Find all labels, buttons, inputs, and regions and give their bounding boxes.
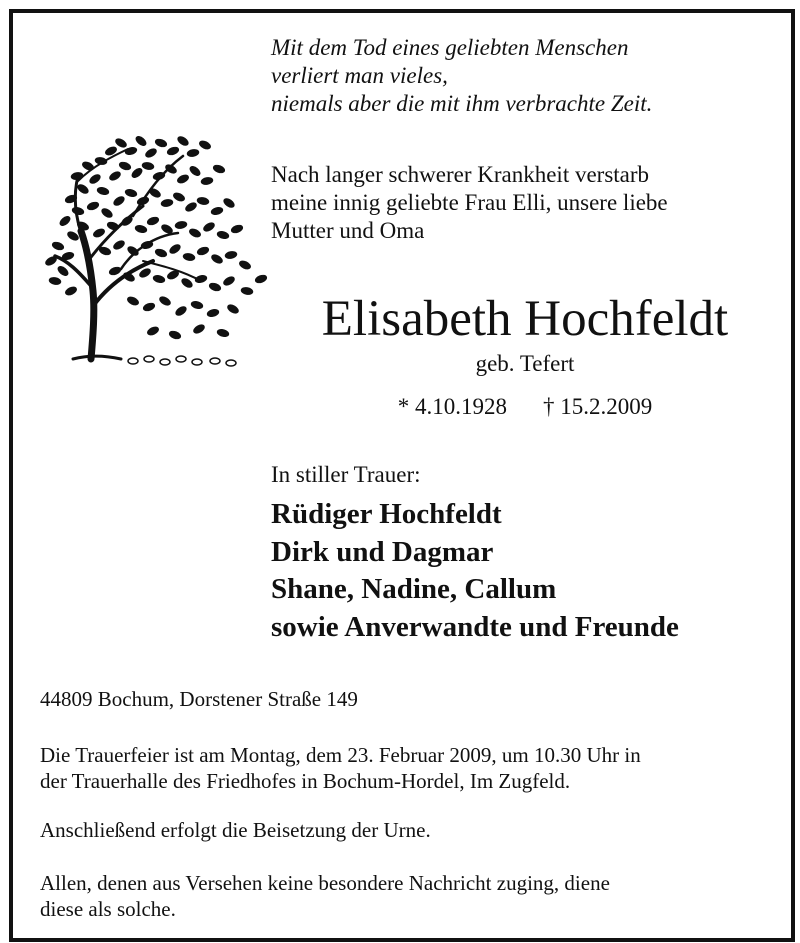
paragraph-line: diese als solche. xyxy=(40,897,176,921)
mourner-name: Rüdiger Hochfeldt xyxy=(271,498,502,530)
tree-with-falling-leaves-icon xyxy=(33,121,278,371)
paragraph-line: der Trauerhalle des Friedhofes in Bochum-Hordel, Im Zugfeld. xyxy=(40,769,571,793)
birth-date: * 4.10.1928 xyxy=(397,394,507,419)
maiden-name: geb. Tefert xyxy=(475,351,575,376)
paragraph-line: Die Trauerfeier ist am Montag, dem 23. Februar 2009, um 10.30 Uhr in xyxy=(40,743,641,767)
announcement-line: meine innig geliebte Frau Elli, unsere liebe xyxy=(271,190,668,215)
death-date: † 15.2.2009 xyxy=(543,394,653,419)
obituary-content xyxy=(13,13,791,938)
paragraph-line: Allen, denen aus Versehen keine besondere Nachricht zuging, diene xyxy=(40,871,610,895)
mourners-label: In stiller Trauer: xyxy=(271,462,421,487)
memorial-quote xyxy=(271,34,771,118)
burial-paragraph xyxy=(40,817,780,843)
mourner-name: Shane, Nadine, Callum xyxy=(271,573,557,605)
quote-line: niemals aber die mit ihm verbrachte Zeit. xyxy=(271,91,653,116)
announcement-line: Mutter und Oma xyxy=(271,218,425,243)
announcement-line: Nach langer schwerer Krankheit verstarb xyxy=(271,162,650,187)
quote-line: verliert man vieles, xyxy=(271,63,448,88)
quote-line: Mit dem Tod eines geliebten Menschen xyxy=(271,35,629,60)
death-announcement xyxy=(271,161,781,245)
funeral-service-paragraph xyxy=(40,742,780,794)
deceased-name: Elisabeth Hochfeldt xyxy=(321,291,729,347)
mourner-name: sowie Anverwandte und Freunde xyxy=(271,610,679,643)
family-address: 44809 Bochum, Dorstener Straße 149 xyxy=(40,687,358,711)
life-dates xyxy=(265,393,785,421)
paragraph-line: Anschließend erfolgt die Beisetzung der Urne. xyxy=(40,818,431,842)
mourners-list xyxy=(271,496,791,646)
mourner-name: Dirk und Dagmar xyxy=(271,535,494,568)
notice-paragraph xyxy=(40,870,780,922)
obituary-frame xyxy=(9,9,795,942)
